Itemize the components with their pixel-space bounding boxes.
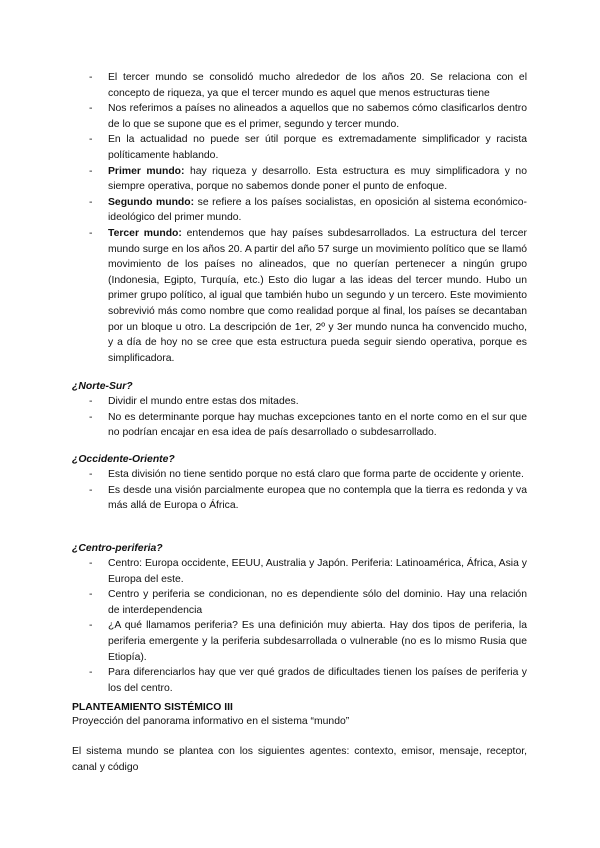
bullet-dash: - <box>89 196 93 208</box>
list-item <box>89 483 527 514</box>
bullet-dash: - <box>89 589 93 601</box>
list-item <box>89 226 527 366</box>
bullet-dash: - <box>89 227 93 239</box>
list-item <box>89 587 527 618</box>
bullet-dash: - <box>89 411 93 423</box>
section-subtitle: Proyección del panorama informativo en el sistema “mundo” <box>72 716 350 727</box>
list-item <box>89 101 527 132</box>
item-text: No es determinante porque hay muchas excepciones tanto en el norte como en el sur que no podrían encajar en esa idea de país desarrollado o subdesarrollado. <box>108 411 527 439</box>
list-item <box>89 665 527 696</box>
question-heading-occidente-oriente: ¿Occidente-Oriente? <box>72 454 175 465</box>
section-heading: PLANTEAMIENTO SISTÉMICO III <box>72 702 233 713</box>
list-item <box>89 70 527 101</box>
item-text: Es desde una visión parcialmente europea que no contempla que la tierra es redonda y va más allá de Europa o África. <box>108 484 527 512</box>
item-label: Segundo mundo: <box>108 196 195 208</box>
bullet-dash: - <box>89 165 93 177</box>
item-text: Para diferenciarlos hay que ver qué grados de dificultades tienen los países de periferia y los del centro. <box>108 667 527 694</box>
item-text: Nos referimos a países no alineados a aquellos que no sabemos cómo clasificarlos dentro de lo que se supone que es el primer, segundo y tercer mundo. <box>108 103 527 130</box>
occidente-oriente-list <box>89 467 527 514</box>
item-text: Esta división no tiene sentido porque no está claro que forma parte de occidente y oriente. <box>108 469 524 480</box>
list-item <box>89 467 527 483</box>
item-text: se refiere a los países socialistas, en oposición al sistema económico-ideológico del primer mundo. <box>108 196 527 224</box>
item-text: Centro: Europa occidente, EEUU, Australia y Japón. Periferia: Latinoamérica, África, Asia y Europa del este. <box>108 558 527 585</box>
list-item <box>89 556 527 587</box>
item-text: entendemos que hay países subdesarrollados. La estructura del tercer mundo surge en los años 20. A partir del año 57 surge un movimiento político que se llamó movimiento de los países no alineados, que no querían pertenecer a ningún grupo (Indonesia, Egipto, Turquía, etc.) Esto dio lugar a las ideas del tercer mundo. Hubo un primer grupo político, al igual que también hubo un segundo y un tercero. Este movimiento sobrevivió más como nombre que como realidad porque al final, los países se decantaban por un bloque u otro. La descripción de 1er, 2º y 3er mundo nunca ha convencido mucho, y a día de hoy no se cree que esta estructura pueda seguir siendo operativa, porque es simplificadora. <box>108 227 527 364</box>
norte-sur-list <box>89 394 527 441</box>
bullet-dash: - <box>89 558 93 569</box>
item-text: Centro y periferia se condicionan, no es dependiente sólo del dominio. Hay una relación de interdependencia <box>108 589 527 616</box>
bullet-dash: - <box>89 484 93 496</box>
question-heading-norte-sur: ¿Norte-Sur? <box>72 381 133 392</box>
bullet-dash: - <box>89 134 93 146</box>
list-item <box>89 410 527 441</box>
bullet-dash: - <box>89 396 93 407</box>
body-paragraph: El sistema mundo se plantea con los siguientes agentes: contexto, emisor, mensaje, receptor, canal y código <box>72 746 527 773</box>
list-item <box>89 195 527 226</box>
bullet-dash: - <box>89 72 93 83</box>
item-label: Tercer mundo: <box>108 227 182 239</box>
bullet-dash: - <box>89 103 93 115</box>
item-text: En la actualidad no puede ser útil porque es extremadamente simplificador y racista políticamente hablando. <box>108 134 527 161</box>
item-text: ¿A qué llamamos periferia? Es una definición muy abierta. Hay dos tipos de periferia, la periferia emergente y la periferia subdesarrollada o vulnerable (no es lo mismo Rusia que Etiopía). <box>108 620 527 663</box>
item-text: El tercer mundo se consolidó mucho alrededor de los años 20. Se relaciona con el concepto de riqueza, ya que el tercer mundo es aquel que menos estructuras tiene <box>108 72 527 99</box>
list-item <box>89 164 527 195</box>
centro-periferia-list <box>89 556 527 696</box>
bullet-dash: - <box>89 667 93 679</box>
bullet-dash: - <box>89 620 93 632</box>
list-item <box>89 618 527 665</box>
list-item <box>89 394 527 410</box>
item-text: hay riqueza y desarrollo. Esta estructura es muy simplificadora y no siempre operativa, porque no sabemos donde poner el punto de enfoque. <box>108 165 527 193</box>
item-label: Primer mundo: <box>108 165 185 177</box>
list-item <box>89 132 527 163</box>
item-text: Dividir el mundo entre estas dos mitades. <box>108 396 299 407</box>
worlds-list <box>89 70 527 366</box>
question-heading-centro-periferia: ¿Centro-periferia? <box>72 543 163 554</box>
bullet-dash: - <box>89 469 93 480</box>
